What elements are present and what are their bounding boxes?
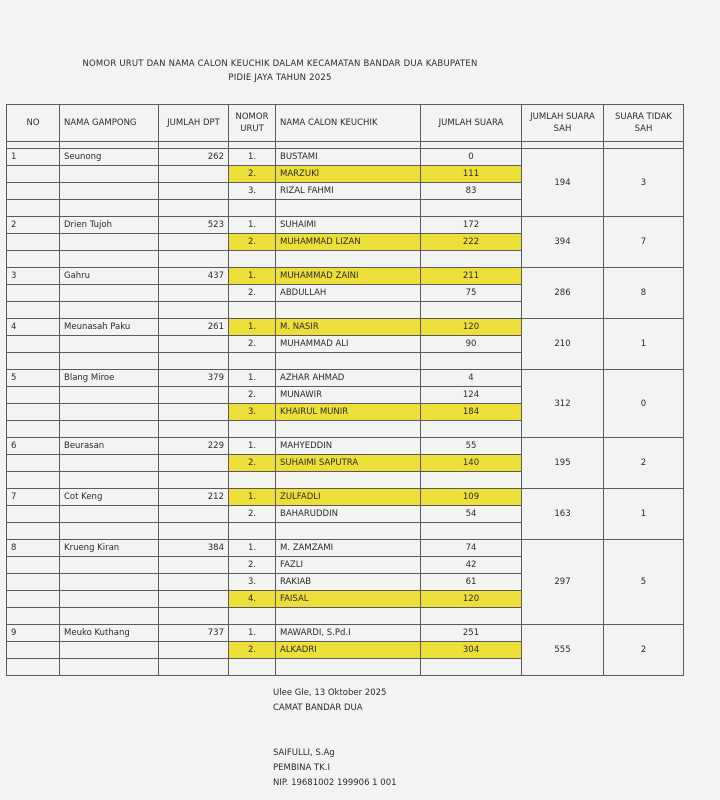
village-name: Meuko Kuthang [60, 625, 159, 642]
candidate-name: ABDULLAH [276, 285, 421, 302]
candidate-name-blank [276, 421, 421, 438]
village-sah: 555 [522, 625, 604, 676]
candidate-name: MUNAWIR [276, 387, 421, 404]
candidate-row [7, 540, 684, 557]
village-name: Cot Keng [60, 489, 159, 506]
village-name-blank [60, 455, 159, 472]
village-name-blank [60, 557, 159, 574]
village-name-blank [60, 574, 159, 591]
election-results-table [6, 104, 684, 676]
village-no-blank [7, 523, 60, 540]
candidate-urut-blank [229, 421, 276, 438]
village-name: Krueng Kiran [60, 540, 159, 557]
village-tidak-sah: 5 [604, 540, 684, 625]
village-name-blank [60, 200, 159, 217]
village-name-blank [60, 336, 159, 353]
candidate-urut: 2. [229, 506, 276, 523]
candidate-row [7, 489, 684, 506]
header-dpt: JUMLAH DPT [159, 105, 229, 142]
village-dpt: 261 [159, 319, 229, 336]
village-no: 6 [7, 438, 60, 455]
candidate-votes: 75 [421, 285, 522, 302]
village-name: Blang Miroe [60, 370, 159, 387]
candidate-name: M. ZAMZAMI [276, 540, 421, 557]
candidate-urut: 2. [229, 642, 276, 659]
village-sah: 210 [522, 319, 604, 370]
candidate-urut: 2. [229, 166, 276, 183]
candidate-votes-blank [421, 251, 522, 268]
village-dpt-blank [159, 642, 229, 659]
village-no-blank [7, 234, 60, 251]
candidate-urut-blank [229, 200, 276, 217]
village-name-blank [60, 642, 159, 659]
village-no-blank [7, 302, 60, 319]
candidate-urut: 1. [229, 217, 276, 234]
candidate-name-blank [276, 353, 421, 370]
village-name-blank [60, 659, 159, 676]
village-no: 8 [7, 540, 60, 557]
candidate-name: SUHAIMI [276, 217, 421, 234]
village-name-blank [60, 421, 159, 438]
village-no-blank [7, 557, 60, 574]
village-dpt-blank [159, 183, 229, 200]
candidate-urut: 1. [229, 625, 276, 642]
village-no-blank [7, 455, 60, 472]
candidate-urut-blank [229, 353, 276, 370]
village-dpt: 379 [159, 370, 229, 387]
village-dpt-blank [159, 200, 229, 217]
candidate-name-blank [276, 200, 421, 217]
village-no-blank [7, 285, 60, 302]
village-dpt-blank [159, 302, 229, 319]
village-name-blank [60, 387, 159, 404]
village-dpt-blank [159, 387, 229, 404]
village-tidak-sah: 7 [604, 217, 684, 268]
candidate-votes: 54 [421, 506, 522, 523]
candidate-name-blank [276, 472, 421, 489]
header-tidak-sah: SUARA TIDAK SAH [604, 105, 684, 142]
village-sah: 286 [522, 268, 604, 319]
header-urut: NOMOR URUT [229, 105, 276, 142]
candidate-votes: 61 [421, 574, 522, 591]
candidate-name-blank [276, 302, 421, 319]
village-name-blank [60, 608, 159, 625]
candidate-row [7, 149, 684, 166]
candidate-urut: 1. [229, 268, 276, 285]
candidate-urut: 3. [229, 183, 276, 200]
village-dpt-blank [159, 421, 229, 438]
candidate-votes-blank [421, 353, 522, 370]
village-no-blank [7, 404, 60, 421]
candidate-urut: 2. [229, 285, 276, 302]
candidate-urut: 1. [229, 438, 276, 455]
candidate-name: MAWARDI, S.Pd.I [276, 625, 421, 642]
spacer-cell [276, 142, 421, 149]
candidate-votes: 83 [421, 183, 522, 200]
candidate-urut: 2. [229, 234, 276, 251]
candidate-urut-blank [229, 251, 276, 268]
candidate-votes: 120 [421, 319, 522, 336]
candidate-votes-blank [421, 472, 522, 489]
candidate-name-blank [276, 251, 421, 268]
candidate-votes-blank [421, 608, 522, 625]
candidate-votes: 42 [421, 557, 522, 574]
village-no: 4 [7, 319, 60, 336]
village-dpt-blank [159, 336, 229, 353]
candidate-urut: 2. [229, 387, 276, 404]
candidate-votes-blank [421, 659, 522, 676]
candidate-name: MUHAMMAD ALI [276, 336, 421, 353]
candidate-votes: 184 [421, 404, 522, 421]
village-no-blank [7, 336, 60, 353]
village-name-blank [60, 404, 159, 421]
village-name-blank [60, 302, 159, 319]
candidate-votes-blank [421, 302, 522, 319]
village-no-blank [7, 472, 60, 489]
candidate-urut: 1. [229, 540, 276, 557]
village-name-blank [60, 251, 159, 268]
candidate-votes: 172 [421, 217, 522, 234]
village-tidak-sah: 3 [604, 149, 684, 217]
candidate-votes: 124 [421, 387, 522, 404]
village-sah: 297 [522, 540, 604, 625]
candidate-votes: 211 [421, 268, 522, 285]
candidate-name-blank [276, 608, 421, 625]
candidate-votes: 109 [421, 489, 522, 506]
candidate-votes: 55 [421, 438, 522, 455]
signatory-block [273, 746, 397, 791]
header-sah: JUMLAH SUARA SAH [522, 105, 604, 142]
header-gampong: NAMA GAMPONG [60, 105, 159, 142]
village-name-blank [60, 472, 159, 489]
village-no: 3 [7, 268, 60, 285]
village-no-blank [7, 421, 60, 438]
village-no-blank [7, 506, 60, 523]
candidate-name: KHAIRUL MUNIR [276, 404, 421, 421]
village-dpt-blank [159, 659, 229, 676]
village-dpt-blank [159, 455, 229, 472]
village-dpt-blank [159, 574, 229, 591]
spacer-cell [60, 142, 159, 149]
candidate-votes: 90 [421, 336, 522, 353]
village-no-blank [7, 200, 60, 217]
village-name-blank [60, 523, 159, 540]
candidate-urut: 2. [229, 336, 276, 353]
candidate-name: RAKIAB [276, 574, 421, 591]
document-title [0, 57, 560, 85]
village-name: Drien Tujoh [60, 217, 159, 234]
village-sah: 394 [522, 217, 604, 268]
spacer-cell [159, 142, 229, 149]
village-dpt: 384 [159, 540, 229, 557]
candidate-name: MUHAMMAD LIZAN [276, 234, 421, 251]
signature-block [273, 686, 386, 716]
village-dpt-blank [159, 608, 229, 625]
candidate-votes: 74 [421, 540, 522, 557]
candidate-urut: 1. [229, 489, 276, 506]
village-dpt-blank [159, 234, 229, 251]
candidate-row [7, 625, 684, 642]
candidate-urut-blank [229, 472, 276, 489]
candidate-name: MUHAMMAD ZAINI [276, 268, 421, 285]
village-tidak-sah: 2 [604, 625, 684, 676]
candidate-votes: 304 [421, 642, 522, 659]
candidate-row [7, 370, 684, 387]
office-title: CAMAT BANDAR DUA [273, 703, 363, 713]
village-no-blank [7, 608, 60, 625]
village-no-blank [7, 183, 60, 200]
candidate-name: MARZUKI [276, 166, 421, 183]
candidate-name: RIZAL FAHMI [276, 183, 421, 200]
spacer-cell [604, 142, 684, 149]
candidate-row [7, 319, 684, 336]
village-name-blank [60, 506, 159, 523]
village-no-blank [7, 659, 60, 676]
village-no-blank [7, 642, 60, 659]
candidate-urut: 1. [229, 370, 276, 387]
candidate-name-blank [276, 659, 421, 676]
village-tidak-sah: 1 [604, 489, 684, 540]
candidate-name: BUSTAMI [276, 149, 421, 166]
signatory-name: SAIFULLI, S.Ag [273, 748, 335, 758]
candidate-votes: 251 [421, 625, 522, 642]
candidate-votes-blank [421, 523, 522, 540]
village-tidak-sah: 1 [604, 319, 684, 370]
candidate-name: FAISAL [276, 591, 421, 608]
village-name: Seunong [60, 149, 159, 166]
place-date: Ulee Gle, 13 Oktober 2025 [273, 688, 387, 698]
village-name-blank [60, 353, 159, 370]
signatory-nip: NIP. 19681002 199906 1 001 [273, 778, 397, 788]
candidate-name: M. NASIR [276, 319, 421, 336]
village-no: 7 [7, 489, 60, 506]
candidate-name: MAHYEDDIN [276, 438, 421, 455]
village-dpt: 229 [159, 438, 229, 455]
title-line-2: PIDIE JAYA TAHUN 2025 [228, 73, 332, 83]
village-dpt: 523 [159, 217, 229, 234]
village-dpt: 737 [159, 625, 229, 642]
candidate-urut: 2. [229, 557, 276, 574]
village-no-blank [7, 353, 60, 370]
candidate-urut: 1. [229, 319, 276, 336]
village-name-blank [60, 285, 159, 302]
village-tidak-sah: 8 [604, 268, 684, 319]
candidate-votes: 4 [421, 370, 522, 387]
table-header-row [7, 105, 684, 142]
candidate-urut-blank [229, 302, 276, 319]
village-dpt-blank [159, 557, 229, 574]
candidate-votes: 222 [421, 234, 522, 251]
village-dpt-blank [159, 166, 229, 183]
candidate-urut: 2. [229, 455, 276, 472]
title-line-1: NOMOR URUT DAN NAMA CALON KEUCHIK DALAM KECAMATAN BANDAR DUA KABUPATEN [82, 59, 478, 69]
village-sah: 312 [522, 370, 604, 438]
candidate-urut-blank [229, 659, 276, 676]
candidate-name: BAHARUDDIN [276, 506, 421, 523]
village-no: 2 [7, 217, 60, 234]
candidate-name-blank [276, 523, 421, 540]
candidate-votes-blank [421, 421, 522, 438]
village-sah: 195 [522, 438, 604, 489]
village-name: Meunasah Paku [60, 319, 159, 336]
village-no: 9 [7, 625, 60, 642]
village-no-blank [7, 387, 60, 404]
candidate-name: ZULFADLI [276, 489, 421, 506]
candidate-votes: 120 [421, 591, 522, 608]
spacer-cell [229, 142, 276, 149]
village-dpt-blank [159, 285, 229, 302]
spacer-cell [7, 142, 60, 149]
village-name-blank [60, 591, 159, 608]
candidate-name: AZHAR AHMAD [276, 370, 421, 387]
village-no-blank [7, 591, 60, 608]
table-body [7, 142, 684, 676]
village-dpt-blank [159, 472, 229, 489]
candidate-name: ALKADRI [276, 642, 421, 659]
village-sah: 194 [522, 149, 604, 217]
village-dpt: 262 [159, 149, 229, 166]
village-no: 1 [7, 149, 60, 166]
candidate-urut: 1. [229, 149, 276, 166]
candidate-row [7, 268, 684, 285]
candidate-urut-blank [229, 608, 276, 625]
header-suara: JUMLAH SUARA [421, 105, 522, 142]
header-no: NO [7, 105, 60, 142]
village-tidak-sah: 0 [604, 370, 684, 438]
village-no-blank [7, 166, 60, 183]
candidate-name: SUHAIMI SAPUTRA [276, 455, 421, 472]
village-sah: 163 [522, 489, 604, 540]
spacer-cell [421, 142, 522, 149]
village-tidak-sah: 2 [604, 438, 684, 489]
village-dpt-blank [159, 251, 229, 268]
candidate-votes: 140 [421, 455, 522, 472]
village-name-blank [60, 166, 159, 183]
candidate-urut: 4. [229, 591, 276, 608]
village-dpt: 212 [159, 489, 229, 506]
village-dpt-blank [159, 591, 229, 608]
candidate-votes: 111 [421, 166, 522, 183]
candidate-row [7, 438, 684, 455]
candidate-urut: 3. [229, 404, 276, 421]
village-name-blank [60, 234, 159, 251]
village-dpt-blank [159, 404, 229, 421]
village-name-blank [60, 183, 159, 200]
village-no-blank [7, 251, 60, 268]
village-no: 5 [7, 370, 60, 387]
village-no-blank [7, 574, 60, 591]
candidate-name: FAZLI [276, 557, 421, 574]
village-name: Gahru [60, 268, 159, 285]
village-name: Beurasan [60, 438, 159, 455]
candidate-urut: 3. [229, 574, 276, 591]
header-calon: NAMA CALON KEUCHIK [276, 105, 421, 142]
candidate-votes: 0 [421, 149, 522, 166]
candidate-urut-blank [229, 523, 276, 540]
spacer-cell [522, 142, 604, 149]
candidate-row [7, 217, 684, 234]
spacer-row [7, 142, 684, 149]
signatory-rank: PEMBINA TK.I [273, 763, 331, 773]
village-dpt-blank [159, 523, 229, 540]
village-dpt: 437 [159, 268, 229, 285]
village-dpt-blank [159, 353, 229, 370]
candidate-votes-blank [421, 200, 522, 217]
village-dpt-blank [159, 506, 229, 523]
